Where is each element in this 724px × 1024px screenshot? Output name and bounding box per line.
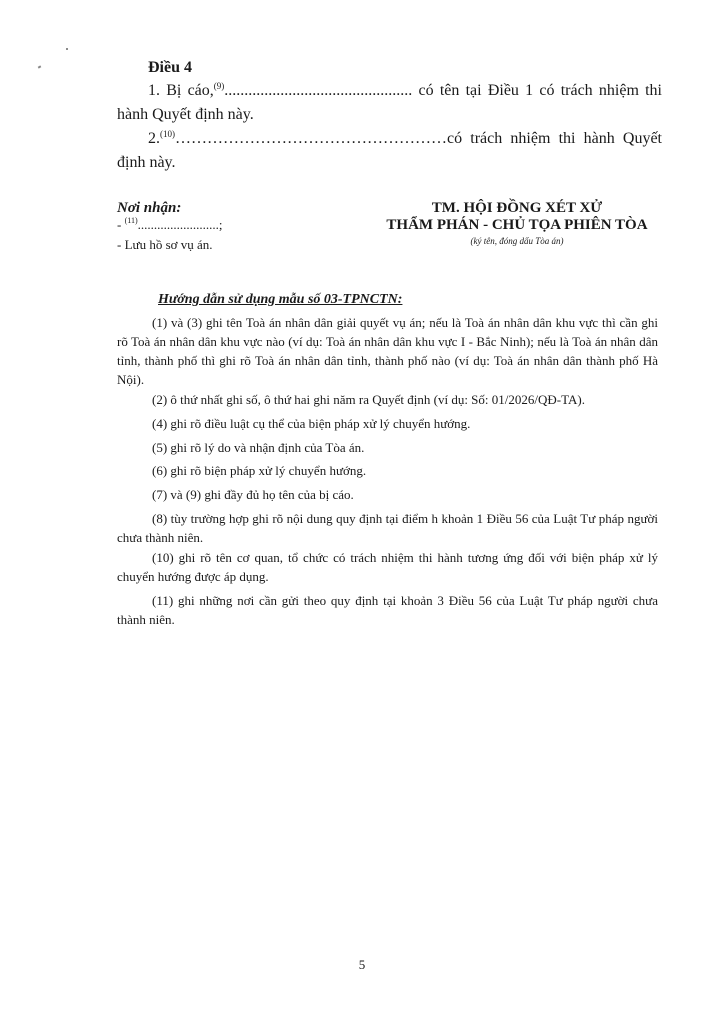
guide-note: (10) ghi rõ tên cơ quan, tổ chức có trách nhiệm thi hành tương ứng đối với biện pháp xử lý chuyển hướng được áp dụng. xyxy=(117,550,658,584)
footnote-ref: (10) xyxy=(160,129,175,139)
guide-note: (7) và (9) ghi đầy đủ họ tên của bị cáo. xyxy=(152,487,354,502)
guide-note: (4) ghi rõ điều luật cụ thể của biện pháp xử lý chuyển hướng. xyxy=(152,416,471,431)
guide-note: (8) tùy trường hợp ghi rõ nội dung quy định tại điểm h khoản 1 Điều 56 của Luật Tư pháp người chưa thành niên. xyxy=(117,511,658,545)
guide-note: (2) ô thứ nhất ghi số, ô thứ hai ghi năm ra Quyết định (ví dụ: Số: 01/2026/QĐ-TA). xyxy=(152,392,585,407)
recipients-title: Nơi nhận: xyxy=(117,200,182,216)
footnote-ref: (11) xyxy=(124,216,138,225)
guide-title: Hướng dẫn sử dụng mẫu số 03-TPNCTN: xyxy=(158,292,403,307)
article-paragraph-2: 2.$^{(10)}$……………………………………………có trách nhiệm thi hành Quyết định này. xyxy=(117,129,662,171)
page-number: 5 xyxy=(358,957,366,972)
signature-title: TM. HỘI ĐỒNG XÉT XỬ xyxy=(431,200,603,216)
guide-note: (5) ghi rõ lý do và nhận định của Tòa án. xyxy=(152,440,365,455)
guide-note: (6) ghi rõ biện pháp xử lý chuyển hướng. xyxy=(152,463,367,478)
article-paragraph-1: 1. Bị cáo,$^{(9)}$............................................... có tên tại Điều 1 có trách nhiệm thi hành Quyết định này. xyxy=(117,81,663,123)
recipient-item: - $^{(11)}$.........................; xyxy=(117,216,223,232)
guide-note: (1) và (3) ghi tên Toà án nhân dân giải quyết vụ án; nếu là Toà án nhân dân khu vực thì cần ghi rõ Toà án nhân dân khu vực nào (ví dụ: Toà án nhân dân khu vực I - Bắc Ninh); nếu là Toà án nhân dân tỉnh, thành phố thì ghi rõ Toà án nhân dân tỉnh, thành phố nào (ví dụ: Toà án nhân dân thành phố Hà Nội). xyxy=(117,315,658,387)
footnote-ref: (9) xyxy=(213,81,225,91)
recipient-item: - Lưu hồ sơ vụ án. xyxy=(117,237,213,252)
scan-speck xyxy=(38,65,42,68)
signature-role: THẨM PHÁN - CHỦ TỌA PHIÊN TÒA xyxy=(386,217,648,233)
scan-speck xyxy=(66,48,68,50)
signature-note: (ký tên, đóng dấu Tòa án) xyxy=(470,236,564,246)
article-title: Điều 4 xyxy=(148,59,192,76)
guide-note: (11) ghi những nơi cần gửi theo quy định tại khoản 3 Điều 56 của Luật Tư pháp người chưa thành niên. xyxy=(117,593,658,627)
